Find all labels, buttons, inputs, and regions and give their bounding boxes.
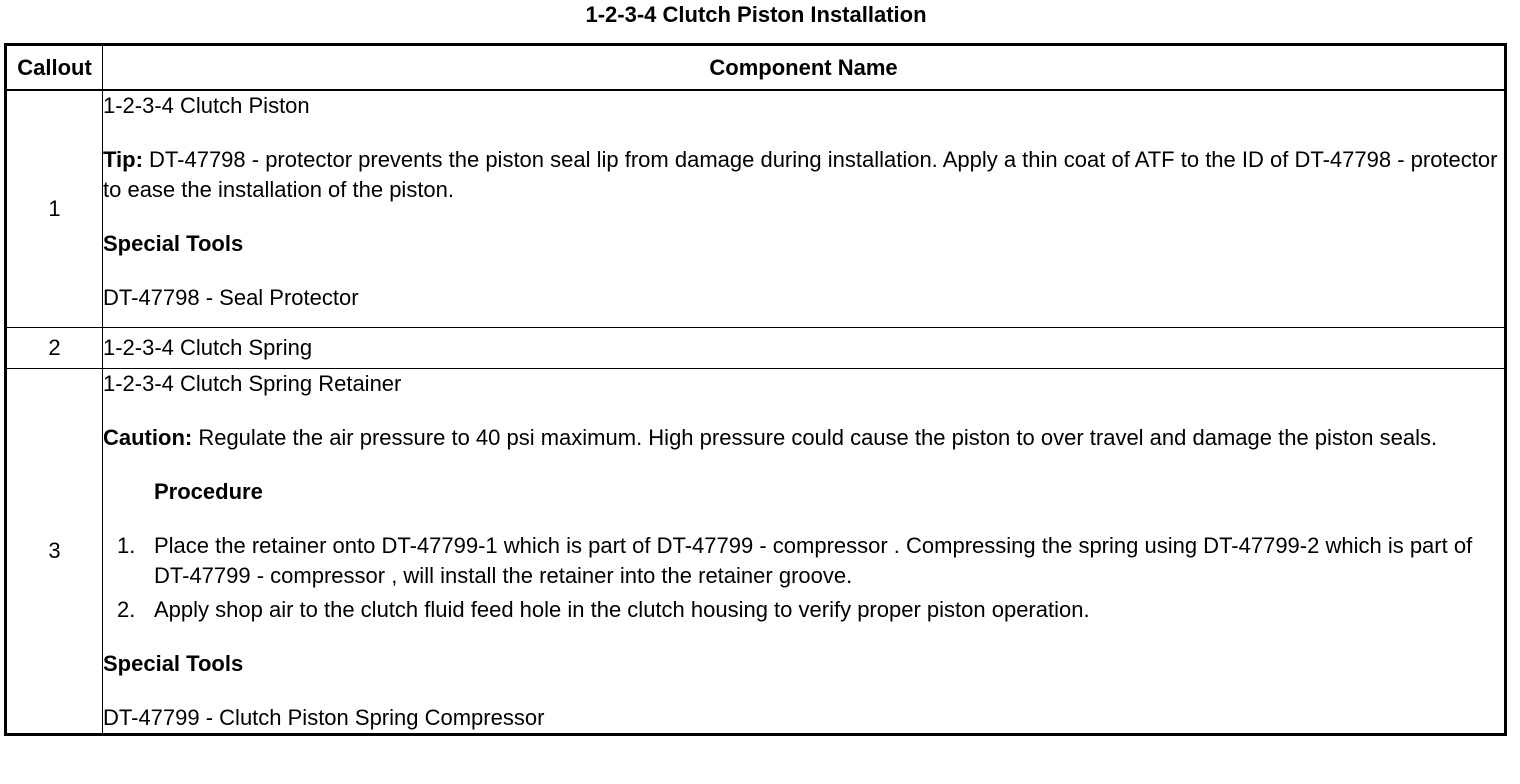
page-title: 1-2-3-4 Clutch Piston Installation [585,2,927,27]
step-number: 1. [117,533,136,558]
callout-number: 3 [6,369,103,735]
special-tool-item: DT-47799 - Clutch Piston Spring Compressor [103,705,545,730]
step-text: Apply shop air to the clutch fluid feed hole in the clutch housing to verify proper piston operation. [154,597,1090,622]
callout-number: 1 [6,90,103,328]
special-tool-item: DT-47798 - Seal Protector [103,285,359,310]
table-row [6,369,1506,735]
callout-number: 2 [6,328,103,369]
procedure-step [103,531,1504,591]
component-name: 1-2-3-4 Clutch Piston [103,93,310,118]
table-row [6,90,1506,328]
tip-label: Tip: [103,147,143,172]
procedure-steps [103,531,1504,625]
step-text: Place the retainer onto DT-47799-1 which is part of DT-47799 - compressor . Compressing the spring using DT-47799-2 which is part of DT-47799 - compressor , will install the retainer into the retainer groove. [154,533,1473,588]
component-cell [103,369,1506,735]
caution-note [103,423,1504,453]
component-cell [103,90,1506,328]
table-header-row [6,45,1506,91]
component-name: 1-2-3-4 Clutch Spring [103,335,313,360]
components-table [4,43,1507,736]
header-component-name: Component Name [103,45,1506,91]
procedure-heading: Procedure [154,479,263,504]
tip-text: DT-47798 - protector prevents the piston seal lip from damage during installation. Apply a thin coat of ATF to the ID of DT-47798 - protector to ease the installation of the piston. [103,147,1498,202]
special-tools-heading: Special Tools [103,651,244,676]
table-row [6,328,1506,369]
procedure-step [103,595,1504,625]
step-number: 2. [117,597,136,622]
header-callout: Callout [6,45,103,91]
component-name: 1-2-3-4 Clutch Spring Retainer [103,371,402,396]
caution-label: Caution: [103,425,193,450]
special-tools-heading: Special Tools [103,231,244,256]
component-cell [103,328,1506,369]
tip-note [103,145,1504,205]
caution-text: Regulate the air pressure to 40 psi maximum. High pressure could cause the piston to over travel and damage the piston seals. [192,425,1438,450]
